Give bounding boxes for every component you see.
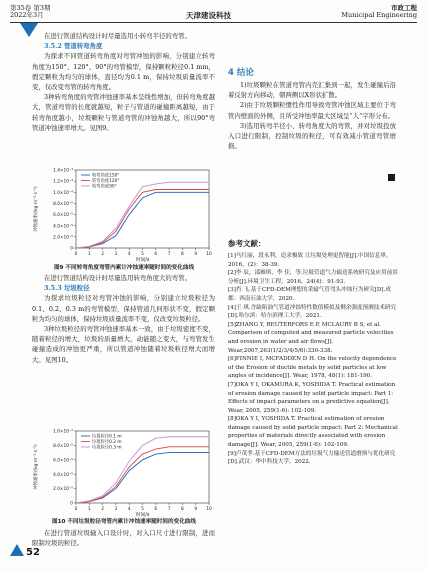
x-tick-label: 5 [141,507,144,512]
volume-issue: 第35卷 第3期 [10,4,51,12]
reference-item: [9]卢茂孝.基于CFD-DEM方法的垃圾气力输送管道磨损与优化研究[D].武汉：华中科技大学，2022. [228,450,396,466]
page-number: 52 [26,547,40,558]
x-tick-label: 7 [167,507,171,512]
figure-9-caption: 图9 不同转弯角度弯管内累计冲蚀速率随时间的变化曲线 [53,265,195,271]
references-title: 参考文献： [228,239,266,248]
x-tick-label: 4 [127,507,131,512]
x-tick-label: 8 [181,252,184,257]
y-tick-label: 1.2×10⁻⁴ [53,179,73,185]
y-axis-label: 冲蚀速率/(kg·m⁻²·s⁻¹) [34,444,39,490]
paragraph: 3种转弯角度的弯管冲蚀速率基本呈线性增加，但转弯角度越大，管道弯管的长度就越短，粒子与管道的碰撞距离越短，由于转弯角度越小，垃圾颗粒与管道弯管的冲蚀角越大，所以90°弯管道冲蚀速率增大。见图9。 [32,93,215,132]
y-tick-label: 6.0×10⁻⁵ [53,458,73,464]
x-tick-label: 7 [167,252,171,257]
reference-item: [8]OKA Y I, YOSHIDA T. Practical estimation of erosion damage caused by solid particle impact: Part 2: Mechanical properties of materials directly associated with erosion damage[J]. Wear, 2005, 259(1-6): 102-109. [228,416,398,449]
x-tick-label: 8 [181,507,184,512]
reference-item: [1]马红丽，段永利，追求极致 让垃圾处理更智能[J].中国信息界，2016，(2)：38-39. [228,253,392,268]
header-left [10,5,50,19]
figure-10-chart [32,425,215,517]
y-tick-label: 8.0×10⁻⁵ [53,202,73,208]
y-tick-label: 4.0×10⁻⁵ [53,472,73,478]
x-tick-label: 6 [154,507,158,512]
left-column [32,31,215,133]
reference-item: [4]王 琪.含缺陷油气管道冲蚀特性数值模拟及剩余强度预测技术研究[D].哈尔滨：哈尔滨理工大学，2021. [228,304,397,320]
y-tick-label: 4.0×10⁻⁵ [53,224,73,230]
conclusion-item: 2)由于垃圾颗粒惯性作用导致弯管冲蚀区域主要位于弯管内壁面的外侧，且所受冲蚀率最大区域呈“人”字形分布。 [228,101,396,120]
subsection-title: 3.5.2 管道转弯角度 [44,42,103,51]
left-column-mid [32,273,215,365]
end-mark-icon [388,174,395,181]
x-tick-label: 3 [114,507,118,512]
section-name-en: Municipal Engineering [341,11,417,19]
subsection-title: 3.5.3 垃圾粒径 [44,284,90,293]
legend-label: 转弯角度150° [92,173,120,179]
x-tick-label: 10 [206,507,212,512]
y-tick-label: 6.0×10⁻⁵ [53,213,73,219]
paragraph: 为探求不同管道转弯角度对弯管冲蚀的影响，分别建立转弯角度为150°、120°、90°的弯管模型，保持颗粒粒径0.1 mm，假定颗粒为均匀的球体，直径均为0.1 m，保持垃圾质量流率不变，仅改变弯管的转弯角度。 [32,52,215,92]
y-tick-label: 1.0×10⁻⁴ [53,190,73,196]
y-tick-label: 1.0×10⁻⁴ [53,429,73,435]
section-name: 市政工程 [391,4,417,12]
header-rule [10,22,417,23]
x-tick-label: 9 [194,507,198,512]
x-tick-label: 4 [127,252,131,257]
reference-item: [7]OKA Y I, OKAMURA K, YOSHIDA T. Practical estimation of erosion damage caused by solid particle impact: Part 1: Effects of impact parameters on a predictive equation[J]. Wear, 2005, 259(1-6): 102-109. [228,381,396,414]
figure-9-chart [32,164,215,262]
section-4-title: 4 结论 [228,68,254,78]
paragraph: 在进行管道结构设计时尽量选用小转弯半径的弯管。 [44,32,191,40]
y-tick-label: 1.4×10⁻⁴ [53,168,73,174]
header-right [341,5,417,19]
y-tick-label: 2.0×10⁻⁵ [53,235,73,241]
x-tick-label: 0 [74,507,78,512]
reference-item: [6]FINNIE I, MCFADDEN D H. On the velocity dependence of the Erosion of ductile metals by solid particles at low angles of incidence[J]. Wear, 1978, 48(1): 181-190. [228,356,397,380]
x-tick-label: 2 [101,507,104,512]
references-list [228,252,398,467]
y-tick-label: 0 [70,246,73,252]
conclusion-item: 1)垃圾颗粒在管道弯管内壳汇集到一起，发生碰撞后沿着反射方向移动，朝两侧以X形状扩散。 [228,81,396,100]
issue-date: 2022年3月 [10,11,44,19]
x-tick-label: 2 [101,252,104,257]
x-axis-label: 时间/s [135,258,150,262]
paragraph: 在进行管道结构设计时尽量选用转弯角度大的弯管。 [44,274,191,282]
paragraph: 3种垃圾粒径的弯管冲蚀速率基本一致，由于垃圾密度不变，随着粒径的增大，垃圾的质量增大，动能随之变大，与弯管发生碰撞造成的冲蚀更严重，所以管道冲蚀随着垃圾粒径增大而增大。见图10。 [32,325,215,364]
x-tick-label: 3 [114,252,118,257]
figure-10-caption: 图10 不同垃圾粒径弯管内累计冲蚀速率随时间的变化曲线 [52,519,196,525]
left-column-bottom [32,528,215,548]
reference-item: [2]李 辰，邵雁琪，李 佳，等.垃圾管道气力输送系统研究及应用前景分析[J].环境卫生工程，2016，24(4)：91-93. [228,270,398,285]
legend-label: 垃圾粒径0.2 m [92,440,122,446]
legend-label: 垃圾粒径0.3 m [92,445,122,451]
x-tick-label: 1 [87,252,91,257]
y-tick-label: 8.0×10⁻⁵ [53,444,73,449]
paragraph: 在进行管道垃圾输入口设计时，对入口尺寸进行限制，进而限制垃圾的粒径。 [32,529,215,548]
footer-triangle-icon [10,544,24,556]
journal-title: 天津建设科技 [186,11,231,20]
x-tick-label: 6 [154,252,158,257]
y-tick-label: 0 [70,501,73,507]
x-tick-label: 0 [74,252,78,257]
x-tick-label: 1 [87,507,91,512]
reference-item: [3]肖 飞.基于CFD-DEM理想的采输气管弯头冲蚀行为研究[D].成都：西南石油大学，2020. [228,287,391,302]
y-axis-label: 冲蚀速率/(kg·m⁻²·s⁻¹) [34,186,39,232]
x-tick-label: 10 [206,252,212,257]
legend-label: 转弯角度90° [92,184,117,190]
paragraph: 为探求垃圾粒径对弯管冲蚀的影响，分别建立垃圾粒径为0.1、0.2、0.3 m的弯管模型，保持管道几何形状不变，假定颗粒为均匀的球体，保持垃圾质量流率不变，仅改变垃圾粒径。 [32,294,215,323]
x-tick-label: 5 [141,252,144,257]
legend-label: 转弯角度120° [92,179,120,185]
x-tick-label: 9 [194,252,198,257]
x-axis-label: 时间/s [135,513,150,517]
reference-item: [5]ZHANG Y, REUTERFORS E P, MCLAURY B S, et al. Comparison of computed and measured particle velocities and erosion in water and air flows[J]. Wear,2007,263(1/2/3/4/5/6):330-338. [228,321,394,354]
conclusion-item: 3)选用转弯半径小、转弯角度大的弯管，并对垃圾投放入口进行限制，控制垃圾的粒径，可有效减小管道弯管磨损。 [228,121,396,151]
conclusions [228,80,396,151]
legend-label: 垃圾粒径0.1 m [92,434,122,440]
y-tick-label: 2.0×10⁻⁵ [53,487,73,493]
